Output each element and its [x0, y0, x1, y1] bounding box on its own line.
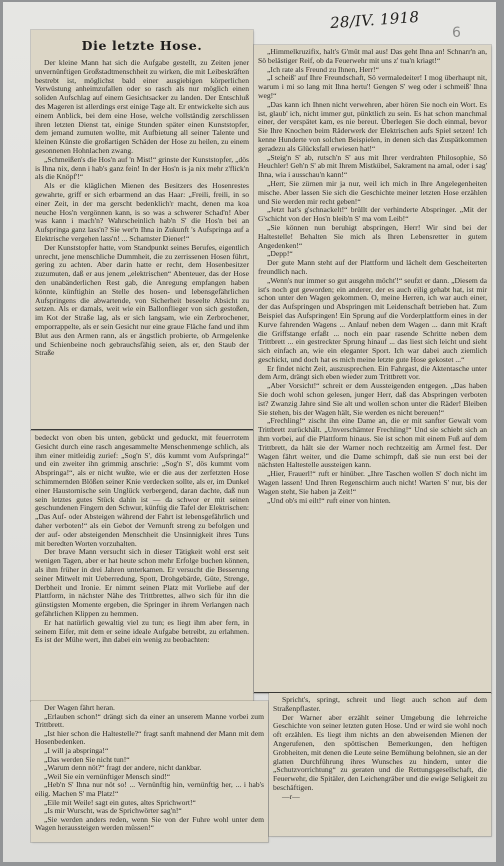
paragraph: „Hier, Frauerl!“ ruft er hinüber. „Ihre Taschen wollen S' doch nicht im Wagen lassen! Und Ihren Regenschirm auch nicht! Warten S' nur, bis der Wagen steht, Sie haben ja Zeit!“	[258, 469, 487, 496]
paragraph: „Is mir Wurscht, was de Sprichwörter sag'n!“	[44, 806, 182, 816]
paragraph: „Aber Vorsicht!“ schreit er dem Aussteigenden entgegen. „Das haben Sie doch wohl schon gelesen, junger Herr, daß das Abspringen verboten ist? Zwanzig Jahre sind Sie alt und wollen schon unter die Räder! Bleiben Sie stehen, bis der Wagen hält, Sie werden es nicht bereuen!“	[258, 381, 487, 417]
paragraph: Der kleine Mann hat sich die Aufgabe gestellt, zu Zeiten jener unvernünftigen Großstadtmenschheit zu wirken, die mit Leibeskräften bestrebt ist, möglichst bald einer ausgiebigen körperlichen Verwüstung anheimzufallen oder so rasch als nur möglich einen soliden Aufschlag auf einem Gesichtsacker zu landen. Der Entschluß des Mageren ist allerdings erst einige Tage alt. Er entwickelte sich aus einem Anblick, bei dem eine Hose, welche vollständig zerschlissen ihren letzten Dienst tat, einige Stunden später einen Kunststopfer, dem jemand zumuten wollte, mit Aufbietung all seiner Talente und kleinen Künste die großartigen Schäden der Hose zu heilen, zu einem gesonnenen Hohnlachen zwang.	[35, 58, 249, 155]
paragraph: „Depp!“	[267, 249, 293, 259]
author-signature: —r—	[282, 791, 300, 801]
paragraph: „Herr, Sie zürnen mir ja nur, weil ich mich in Ihre Angelegenheiten mische. Aber lassen Sie sich die Geschichte meiner letzten Hose erzählen und Sie werden mir recht geben!“	[258, 178, 487, 206]
paragraph: „Erlauben schon!“ drängt sich da einer an unserem Manne vorbei zum Trittbrett.	[35, 711, 264, 730]
paragraph: Als er die kläglichen Mienen des Besitzers des Hosenrestes gewahrte, griff er sich erbarmend an das Haar: „Freili, freili, in so einer Zeit, in der ma gerscht bedenklich'r macht, denen ma koa neuche Hos'n vergönnen kann, is so was a schwerer Schad'n! Aber was kann i mach'n? Wahrscheinlich hab'n S' die Hos'n bei an Aufspringa ganz lass'n? Sie wer'n Ihna in Zukunft 's Aufspringa auf a Elektrische vergehen lass'n! ... Schamster Diener!“	[35, 181, 249, 243]
paragraph: Spricht's, springt, schreit und liegt auch schon auf dem Straßenpflaster.	[273, 695, 487, 713]
handwritten-date: 28/IV. 1918	[329, 7, 420, 33]
paragraph: Der brave Mann versucht sich in dieser Tätigkeit wohl erst seit wenigen Tagen, aber er hat heute schon mehr Erfolge buchen können, als ihm früher in drei Jahren unterkamen. Er versucht die Besserung seiner Mitwelt mit Ueberredung, Spott, Drohgebärde, Güte, Strenge, Derbheit und Ironie. Er nimmt seinen Platz mit Vorliebe auf der Plattform, in nächster Nähe des Trittbrettes, allwo sich für ihn die günstigsten Momente ergeben, die Springer in ihrem Verlangen nach gefährlichen Klippen zu hemmen.	[35, 547, 249, 618]
article-ending	[273, 696, 487, 793]
paragraph: „I will ja abspringa!“	[44, 745, 109, 755]
paragraph: „Jetzt hat's g'schnackelt!“ brüllt der verhinderte Abspringer. „Mit der G'schicht von der Hos'n bleib'n S' ma vom Leib!“	[258, 205, 487, 224]
paragraph: „Eile mit Weile! sagt ein gutes, altes Sprichwort!“	[44, 797, 196, 807]
paragraph: „Heb'n S' Ihna nur nöt so! ... Vernünftig hin, vernünftig her, ... i hab's eilig. Machen S' ma Platz!“	[35, 780, 264, 798]
paragraph: Der Warner aber erzählt seiner Umgebung die lehrreiche Geschichte von seiner letzten guten Hose. Und er wird sie wohl noch oft erzählen. Es liegt ihm nichts an den abweisenden Mienen der Angerufenen, den spöttischen Bemerkungen, den heftigen Grobheiten, mit denen die Leute seine Bemühung belohnen, sie an der glatten Durchführung ihres Wunsches zu hindern, unter die „Schutzvorrichtung“ zu geraten und die Rettungsgesellschaft, die Feuerwehr, die Spitäler, den Leichengräber und die ewige Seligkeit zu beschäftigen.	[273, 712, 487, 792]
paragraph: „Weil Sie ein vernünftiger Mensch sind!“	[44, 771, 171, 781]
paragraph: Er findet nicht Zeit, auszusprechen. Ein Fahrgast, die Aktentasche unter dem Arm, drängt sich eben wieder zum Trittbrett vor.	[258, 363, 487, 382]
mounting-board	[3, 2, 496, 862]
pencil-page-number: 6	[452, 25, 461, 41]
clipping-left-top	[31, 30, 253, 430]
paragraph: „Ich rate als Freund zu Ihnen, Herr!“	[267, 64, 379, 74]
paragraph: „Ist hier schon die Haltestelle?“ fragt sanft mahnend der Mann mit dem Hosenbedenken.	[35, 728, 264, 747]
article-title: Die letzte Hose.	[81, 38, 203, 53]
paragraph: Der Wagen fährt heran.	[44, 703, 115, 712]
paragraph: Der Kunststopfer hatte, vom Standpunkt seines Berufes, eigentlich unrecht, jene menschliche Dummheit, die zu zerrissenen Hosen führt, gering zu achten. Aber darin hatte er recht, dem Hosenbesitzer zuzumuten, daß er aus jenem „elektrischen“ Abenteuer, das der Hose den unabänderlichen Rest gab, die Anregung empfangen haben könnte, künftighin an Stelle des hosen- und lebensgefährlichen Aufspringens die abwartende, von Sicherheit beseelte Absicht zu setzen. Als er damals, weit wie ein Ballonflieger von sich gestoßen, im Kot der Straße lag, als er sich langsam, wie ein Zerbrochener, emporrappelte, als er sein Gesicht nur eine graue Fläche fand und ihm Blut aus den Armen rann, als er ängstlich probierte, ob Armgelenke und Schienbeine noch gebrauchsfähig seien, als er, den Staub der Straße	[35, 242, 249, 358]
clipping-left-middle	[31, 431, 253, 701]
clipping-right-top	[254, 45, 491, 693]
paragraph: bedeckt von oben bis unten, gebückt und geduckt, mit feuerrotem Gesicht durch eine rasch angesammelte Menschenmenge schlich, als ihm einer mitleidig zurief: „Sog'n S', dös kummt vom Aufspringa!“ und ein zweiter ihn grimmig anschrie: „Sog'n S', dös kummt vom Abspringa!“, als er nicht wußte, wie er die aus der zerfetzten Hose schimmernden Blößen seiner Knie verdecken sollte, als er, im Dunkel einer Haustornische sein Unglück verbergend, daran dachte, daß nun sein letztes gutes Stück dahin ist — da schwor er mit seinen geschundenen Fingern den Schwur, künftig die Tafel der Elektrischen: „Das Auf- oder Absteigen während der Fahrt ist lebensgefährlich und daher verboten!“ als ein Gebot der Vernunft streng zu befolgen und der auf- oder absteigenden Menschheit die Unsinnigkeit ihres Tuns mit beredten Worten vorzuhalten.	[35, 433, 249, 548]
paragraph: Der gute Mann steht auf der Plattform und lächelt dem Gescheiterten freundlich nach.	[258, 258, 487, 276]
clipping-left-bottom	[31, 701, 268, 842]
paragraph: „Das werden Sie nicht tun!“	[44, 754, 130, 764]
paragraph: „Schmeißen's die Hos'n auf 'n Mist!“ grinste der Kunststopfer, „dös is Ihna nix, denn i hab's ganz fein! In der Hos'n is ja nix mehr z'flick'n als die Knöpf'!“	[35, 154, 249, 182]
paragraph: „Wenn's nur immer so gut ausgehn möcht'!“ seufzt er dann. „Diesem da ist's noch gut geworden; ein anderer, der es auch eilig gehabt hat, ist mir schon unter den Wagen gekommen. O, meine Herren, ich war auch einer, der das Aufspringen und Abspringen mit Leidenschaft betrieben hat. Zum Beispiel das Aufspringen! Ein Sprung auf die Vorderplattform eines in der Kurve fahrenden Wagens ... Anlauf neben dem Wagen ... dann mit Kraft die Griffstange erfaßt ... noch ein paar rasende Schritte neben dem Trittbrett ... ein gestreckter Sprung hinauf ... das liest sich leicht und sieht sich einfach an, wie ein eleganter Sport. Ich war dabei auch ziemlich geschickt, und doch hat es mich meine letzte gute Hose gekostet ...“	[258, 275, 487, 364]
paragraph: „Warum denn nöt?“ fragt der andere, nicht dankbar.	[44, 763, 202, 773]
paragraph: „Das kann ich Ihnen nicht verwehren, aber hören Sie noch ein Wort. Es ist, glaub' ich, nicht immer gut, pünktlich zu sein. Es hat schon manchmal einer, der verspätet kam, es nie bereut. Überlegen Sie doch einmal, bevor Sie Ihre Knochen beim Räderwerk der Elektrischen aufs Spiel setzen! Ich kenne Hunderte von solchen Beispielen, in denen sich das Zuspätkommen geradezu als Glücksfall erwiesen hat!“	[258, 99, 487, 153]
paragraph: „Sie können nun beruhigt abspringen, Herr! Wir sind bei der Haltestelle! Behalten Sie mich als Ihren Lebensretter in gutem Angedenken!“	[258, 222, 487, 250]
paragraph: „Himmelkruzifix, halt's G'müt mal aus! Das geht Ihna an! Schnarr'n an, Sö belästiger Reif, ob da Feuerwehr mit uns z' tua'n kriagt!“	[258, 47, 487, 65]
paragraph: „Frechling!“ zischt ihn eine Dame an, die er mit sanfter Gewalt vom Trittbrett zurückhält. „Unverschämter Frechling!“ Und sie schiebt sich an ihm vorbei, auf die Plattform hinaus. Sie ist schon mit einem Fuß auf dem Trittbrett, da hält sie der Warner noch rechtzeitig am Ärmel fest. Der Wagen fährt weiter, und die Dame schimpft, daß sie nun erst bei der nächsten Haltestelle aussteigen kann.	[258, 416, 487, 470]
clipping-right-bottom	[269, 693, 491, 836]
paragraph: „Sie werden anders reden, wenn Sie von der Fuhre wohl unter dem Wagen heraussteigen werden müssen!“	[35, 814, 264, 833]
article-body-part-1	[35, 59, 249, 358]
paragraph: „Und ob's mi eilt!“ ruft einer von hinten.	[267, 495, 391, 505]
paragraph: „Steig'n S' ab, rutsch'n S' aus mit Ihrer verdrahten Philosophie, Sö Heuchler! Geh'n S' ab mit Ihrem Mistkübel, Sakrament na amal, oder i sag' Ihna, wia i ausschau'n kann!“	[258, 152, 487, 180]
paragraph: „I scheiß' auf Ihre Freundschaft, Sö vermaledeiter! I mog überhaupt nit, warum i mi so lang mit Ihna hertu'! Gengen S' weg oder i schmeiß' Ihna weg!“	[258, 73, 487, 100]
paragraph: Er hat natürlich gewaltig viel zu tun; es liegt ihm aber fern, in seinem Eifer, mit dem er seine ideale Aufgabe betreibt, zu erlahmen. Es ist der Mühe wert, ihn dabei ein wenig zu beobachten:	[35, 617, 249, 645]
